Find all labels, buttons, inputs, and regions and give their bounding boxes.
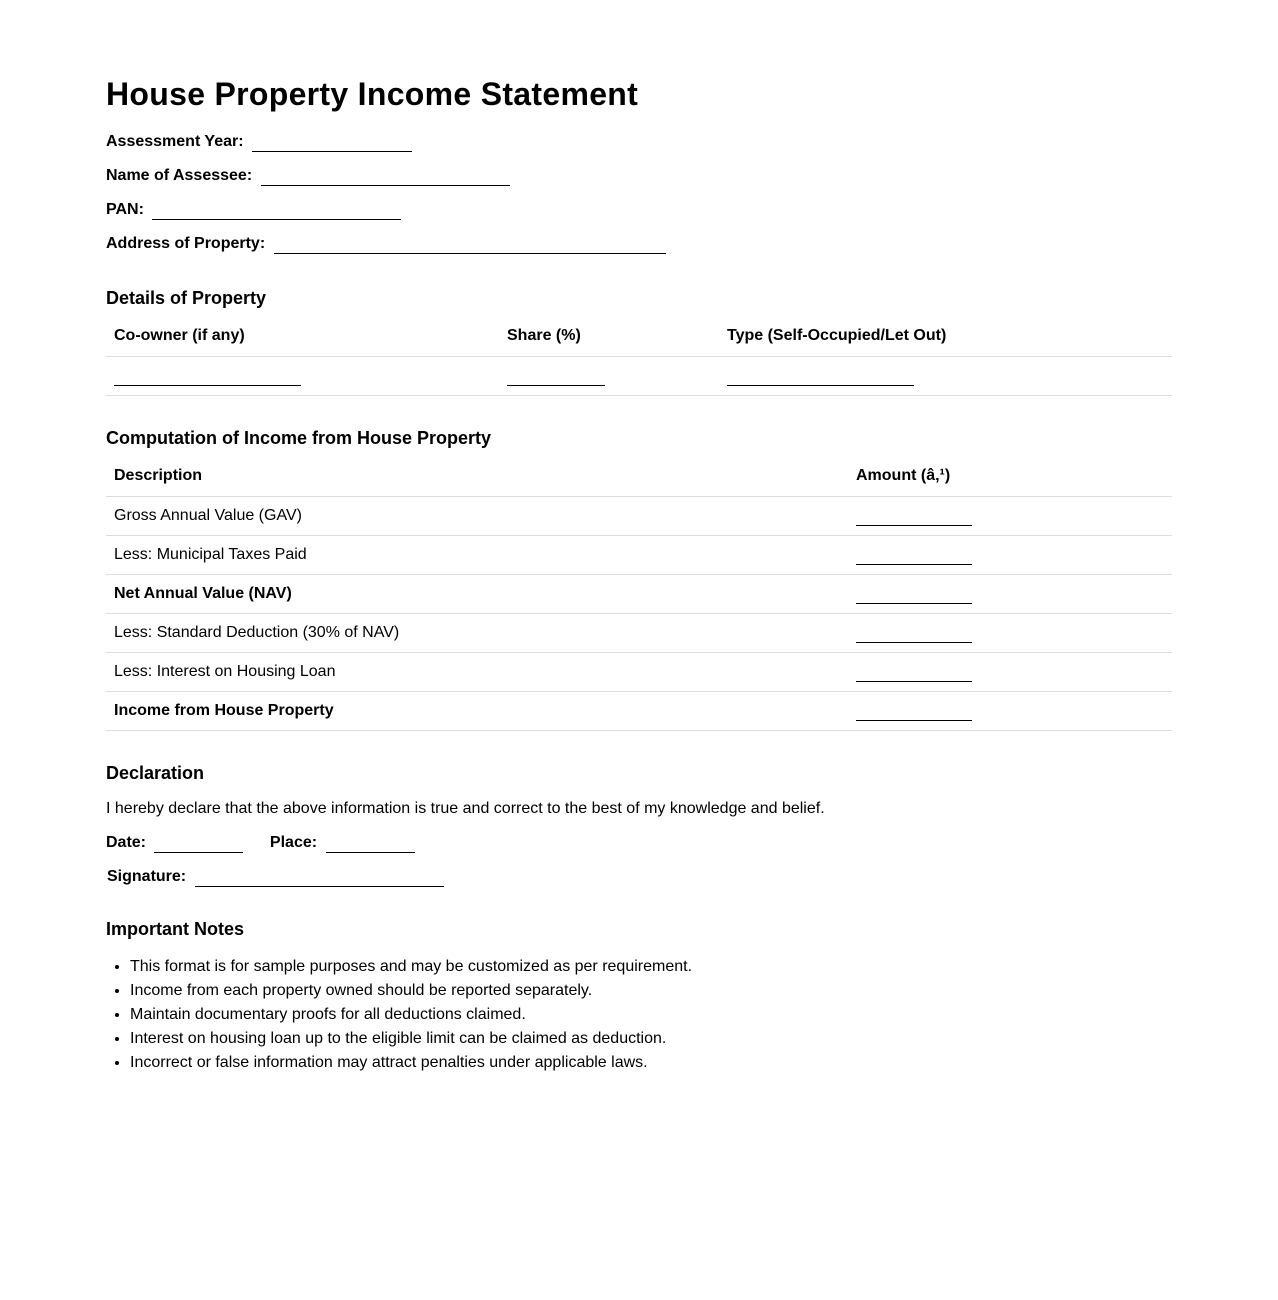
co-owner-blank[interactable] xyxy=(114,367,301,386)
share-cell xyxy=(499,357,719,396)
signature-label: Signature: xyxy=(107,868,187,885)
declaration-heading: Declaration xyxy=(106,763,205,783)
table-row xyxy=(106,614,1172,653)
table-row xyxy=(106,575,1172,614)
amount-blank[interactable] xyxy=(856,663,972,682)
computation-heading: Computation of Income from House Property xyxy=(106,428,492,448)
property-address-blank[interactable] xyxy=(274,237,666,254)
amount-cell xyxy=(848,536,1172,575)
amount-cell xyxy=(848,692,1172,731)
notes-list xyxy=(106,955,1172,1075)
column-header-amount: Amount (â‚¹) xyxy=(848,458,1172,497)
type-cell xyxy=(719,357,1172,396)
place-label: Place: xyxy=(269,834,318,851)
pan-label: PAN: xyxy=(106,201,144,218)
property-address-field xyxy=(106,234,1172,254)
column-header-description: Description xyxy=(106,458,848,497)
pan-field xyxy=(106,200,1172,220)
table-row xyxy=(106,497,1172,536)
amount-blank[interactable] xyxy=(856,702,972,721)
pan-blank[interactable] xyxy=(152,203,401,220)
computation-table xyxy=(106,458,1172,731)
share-blank[interactable] xyxy=(507,367,605,386)
assessment-year-label: Assessment Year: xyxy=(106,133,244,150)
amount-cell xyxy=(848,653,1172,692)
property-details-heading: Details of Property xyxy=(106,288,267,308)
table-row xyxy=(106,357,1172,396)
header-fields xyxy=(106,132,1172,254)
co-owner-cell xyxy=(106,357,499,396)
column-header-type: Type (Self-Occupied/Let Out) xyxy=(719,318,1172,357)
table-row xyxy=(106,692,1172,731)
list-item: • This format is for sample purposes and may be customized as per requirement. xyxy=(130,955,1172,979)
table-header-row xyxy=(106,458,1172,497)
amount-blank[interactable] xyxy=(856,507,972,526)
amount-blank[interactable] xyxy=(856,585,972,604)
list-item: • Incorrect or false information may attract penalties under applicable laws. xyxy=(130,1051,1172,1075)
declaration-text: I hereby declare that the above information is true and correct to the best of my knowledge and belief. xyxy=(106,800,825,817)
property-address-label: Address of Property: xyxy=(106,235,266,252)
assessment-year-blank[interactable] xyxy=(252,135,412,152)
date-place-row xyxy=(106,833,1172,853)
page-title: House Property Income Statement xyxy=(106,76,639,112)
description-cell: Income from House Property xyxy=(106,692,848,731)
description-cell: Net Annual Value (NAV) xyxy=(106,575,848,614)
type-blank[interactable] xyxy=(727,367,914,386)
assessee-name-blank[interactable] xyxy=(261,169,510,186)
column-header-co-owner: Co-owner (if any) xyxy=(106,318,499,357)
amount-cell xyxy=(848,575,1172,614)
place-blank[interactable] xyxy=(326,836,415,853)
date-label: Date: xyxy=(106,834,147,851)
list-item: • Maintain documentary proofs for all deductions claimed. xyxy=(130,1003,1172,1027)
column-header-share: Share (%) xyxy=(499,318,719,357)
table-row xyxy=(106,536,1172,575)
amount-blank[interactable] xyxy=(856,546,972,565)
notes-heading: Important Notes xyxy=(106,919,245,939)
signature-row xyxy=(106,867,1172,887)
table-header-row xyxy=(106,318,1172,357)
description-cell: Less: Standard Deduction (30% of NAV) xyxy=(106,614,848,653)
property-details-table xyxy=(106,318,1172,396)
list-item: • Interest on housing loan up to the eligible limit can be claimed as deduction. xyxy=(130,1027,1172,1051)
table-row xyxy=(106,653,1172,692)
list-item: • Income from each property owned should be reported separately. xyxy=(130,979,1172,1003)
assessee-name-field xyxy=(106,166,1172,186)
assessee-name-label: Name of Assessee: xyxy=(106,167,253,184)
amount-blank[interactable] xyxy=(856,624,972,643)
description-cell: Less: Interest on Housing Loan xyxy=(106,653,848,692)
description-cell: Gross Annual Value (GAV) xyxy=(106,497,848,536)
date-blank[interactable] xyxy=(154,836,243,853)
signature-blank[interactable] xyxy=(195,870,444,887)
description-cell: Less: Municipal Taxes Paid xyxy=(106,536,848,575)
amount-cell xyxy=(848,497,1172,536)
amount-cell xyxy=(848,614,1172,653)
assessment-year-field xyxy=(106,132,1172,152)
